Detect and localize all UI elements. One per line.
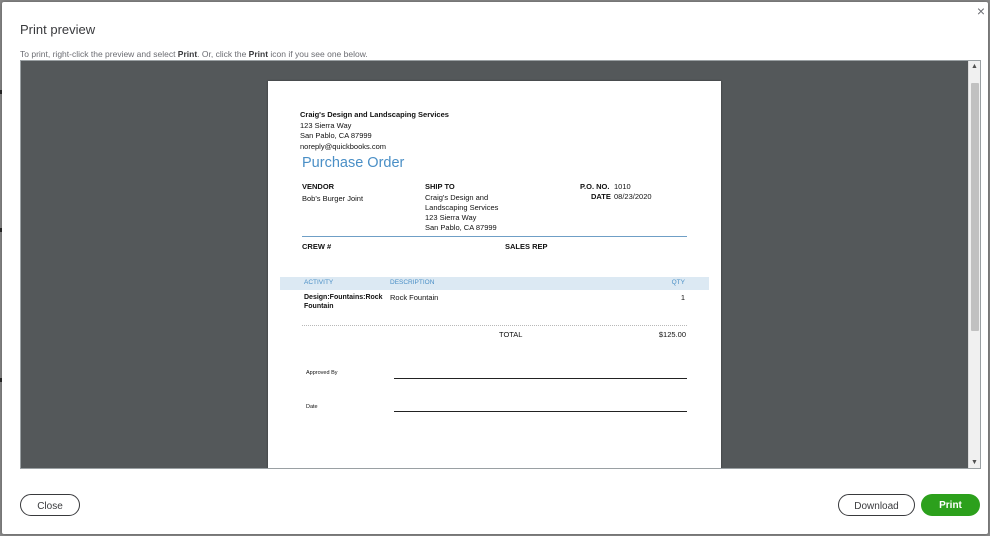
ship-to-label: SHIP TO: [425, 182, 455, 191]
download-button[interactable]: Download: [838, 494, 915, 516]
scroll-down-arrow-icon[interactable]: ▼: [971, 459, 978, 466]
company-address-line2: San Pablo, CA 87999: [300, 131, 372, 140]
column-activity: ACTIVITY: [304, 279, 334, 286]
line-items-header: [280, 277, 709, 290]
total-value: $125.00: [658, 330, 686, 339]
scroll-thumb[interactable]: [971, 83, 979, 331]
total-label: TOTAL: [499, 330, 523, 339]
scroll-up-arrow-icon[interactable]: ▲: [971, 63, 978, 70]
company-name: Craig's Design and Landscaping Services: [300, 110, 449, 119]
company-info: [300, 110, 449, 152]
crew-label: CREW #: [302, 242, 332, 251]
pdf-preview-viewer[interactable]: [20, 60, 981, 469]
date-label: DATE: [591, 192, 611, 201]
print-preview-dialog: [2, 2, 988, 534]
sales-rep-label: SALES REP: [505, 242, 548, 251]
signature-date-label: Date: [306, 404, 318, 410]
po-number-value: 1010: [614, 182, 631, 191]
vendor-label: VENDOR: [302, 182, 335, 191]
print-button[interactable]: Print: [921, 494, 980, 516]
column-qty: QTY: [671, 279, 685, 286]
print-instructions: To print, right-click the preview and select Print. Or, click the Print icon if you see one below.: [20, 49, 368, 59]
table-row-description: Rock Fountain: [390, 293, 439, 302]
company-address-line1: 123 Sierra Way: [300, 120, 352, 130]
ship-to-address: Craig's Design and Landscaping Services 123 Sierra Way San Pablo, CA 87999: [425, 193, 499, 232]
po-number-label: P.O. NO.: [580, 182, 610, 191]
purchase-order-page: [268, 81, 721, 469]
table-row-qty: 1: [680, 293, 685, 302]
approved-by-line: [394, 378, 687, 379]
approved-by-label: Approved By: [306, 370, 338, 376]
section-divider: [302, 236, 687, 237]
row-divider: [302, 325, 687, 326]
company-email: noreply@quickbooks.com: [300, 141, 386, 151]
date-value: 08/23/2020: [614, 192, 652, 201]
signature-date-line: [394, 411, 687, 412]
viewer-scrollbar[interactable]: [968, 61, 980, 468]
close-icon[interactable]: ×: [976, 3, 986, 19]
table-row-activity: Design:Fountains:Rock Fountain: [304, 294, 383, 310]
document-title: Purchase Order: [302, 155, 405, 171]
dialog-title: Print preview: [20, 22, 96, 37]
vendor-name: Bob's Burger Joint: [302, 194, 364, 203]
close-button[interactable]: Close: [20, 494, 80, 516]
column-description: DESCRIPTION: [390, 279, 435, 286]
